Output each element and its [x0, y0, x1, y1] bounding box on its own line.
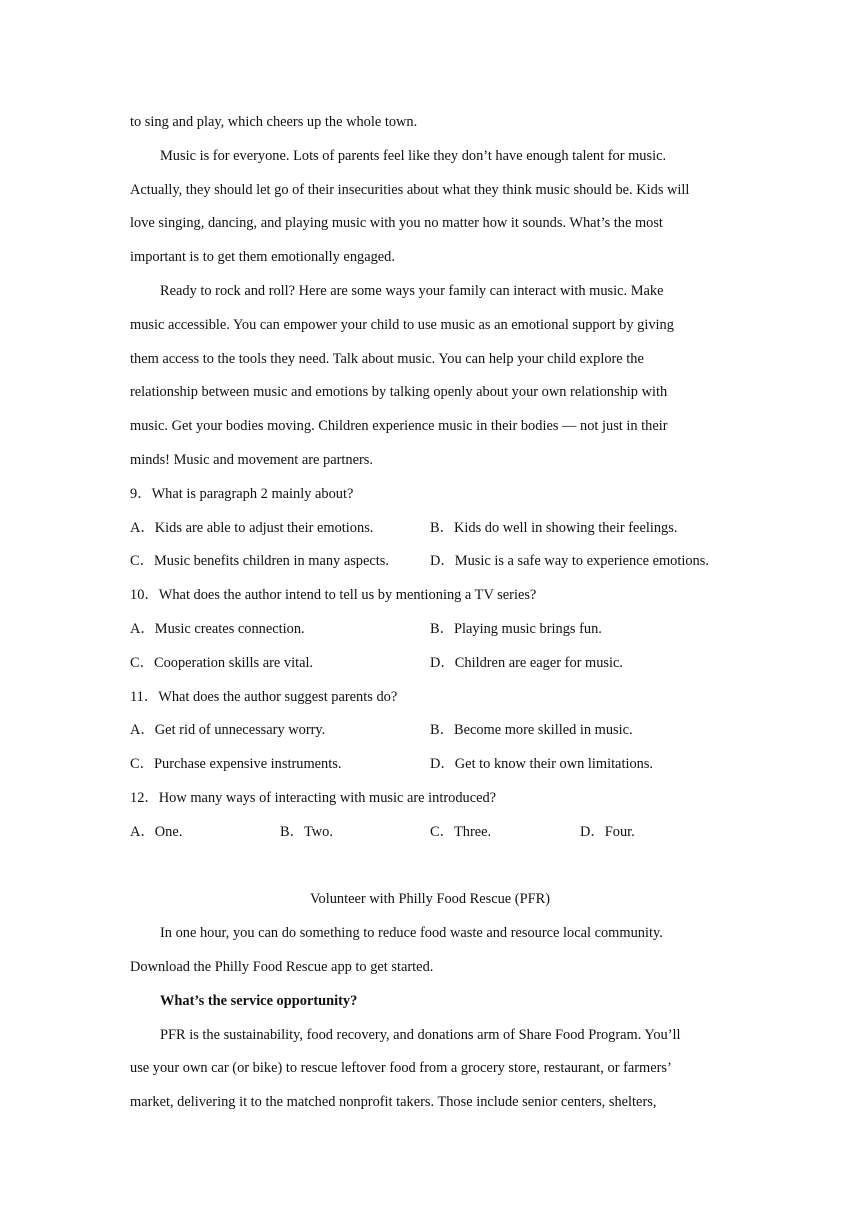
passage-line: use your own car (or bike) to rescue leftover food from a grocery store, restaurant, or farmers’ — [130, 1060, 672, 1076]
answer-option: D．Four. — [580, 824, 635, 840]
passage-line: them access to the tools they need. Talk about music. You can help your child explore the — [130, 351, 644, 367]
passage-line: important is to get them emotionally engaged. — [130, 249, 395, 265]
passage-line: Download the Philly Food Rescue app to get started. — [130, 959, 434, 975]
question-stem: 12．How many ways of interacting with music are introduced? — [130, 790, 497, 806]
answer-option: A．Get rid of unnecessary worry. — [130, 722, 326, 738]
answer-option: B．Playing music brings fun. — [430, 621, 602, 637]
passage-line: Music is for everyone. Lots of parents feel like they don’t have enough talent for music. — [160, 148, 667, 164]
answer-option: C．Cooperation skills are vital. — [130, 655, 314, 671]
passage-line: music accessible. You can empower your child to use music as an emotional support by giving — [130, 317, 674, 333]
passage-line: Ready to rock and roll? Here are some ways your family can interact with music. Make — [160, 283, 664, 299]
passage-line: minds! Music and movement are partners. — [130, 452, 373, 468]
answer-option: C．Music benefits children in many aspects. — [130, 553, 389, 569]
answer-option: D．Children are eager for music. — [430, 655, 624, 671]
passage-line: market, delivering it to the matched nonprofit takers. Those include senior centers, shelters, — [130, 1094, 657, 1110]
passage-line: to sing and play, which cheers up the whole town. — [130, 114, 418, 130]
passage-line: PFR is the sustainability, food recovery, and donations arm of Share Food Program. You’ll — [160, 1027, 681, 1043]
passage-line: relationship between music and emotions by talking openly about your own relationship with — [130, 384, 668, 400]
question-stem: 9．What is paragraph 2 mainly about? — [130, 486, 354, 502]
question-stem: 11．What does the author suggest parents do? — [130, 689, 398, 705]
answer-option: A．One. — [130, 824, 183, 840]
passage-line: Actually, they should let go of their insecurities about what they think music should be. Kids will — [130, 182, 690, 198]
answer-option: B．Kids do well in showing their feelings. — [430, 520, 678, 536]
question-stem: 10．What does the author intend to tell us by mentioning a TV series? — [130, 587, 537, 603]
answer-option: A．Music creates connection. — [130, 621, 305, 637]
answer-option: B．Two. — [280, 824, 333, 840]
answer-option: C．Three. — [430, 824, 492, 840]
answer-option: D．Get to know their own limitations. — [430, 756, 654, 772]
passage-line: music. Get your bodies moving. Children experience music in their bodies — not just in their — [130, 418, 668, 434]
answer-option: D．Music is a safe way to experience emotions. — [430, 553, 709, 569]
answer-option: C．Purchase expensive instruments. — [130, 756, 342, 772]
passage-line: love singing, dancing, and playing music with you no matter how it sounds. What’s the most — [130, 215, 663, 231]
section-heading: What’s the service opportunity? — [160, 993, 358, 1009]
answer-option: B．Become more skilled in music. — [430, 722, 633, 738]
passage-line: In one hour, you can do something to reduce food waste and resource local community. — [160, 925, 663, 941]
answer-option: A．Kids are able to adjust their emotions. — [130, 520, 374, 536]
passage-title: Volunteer with Philly Food Rescue (PFR) — [310, 891, 550, 907]
